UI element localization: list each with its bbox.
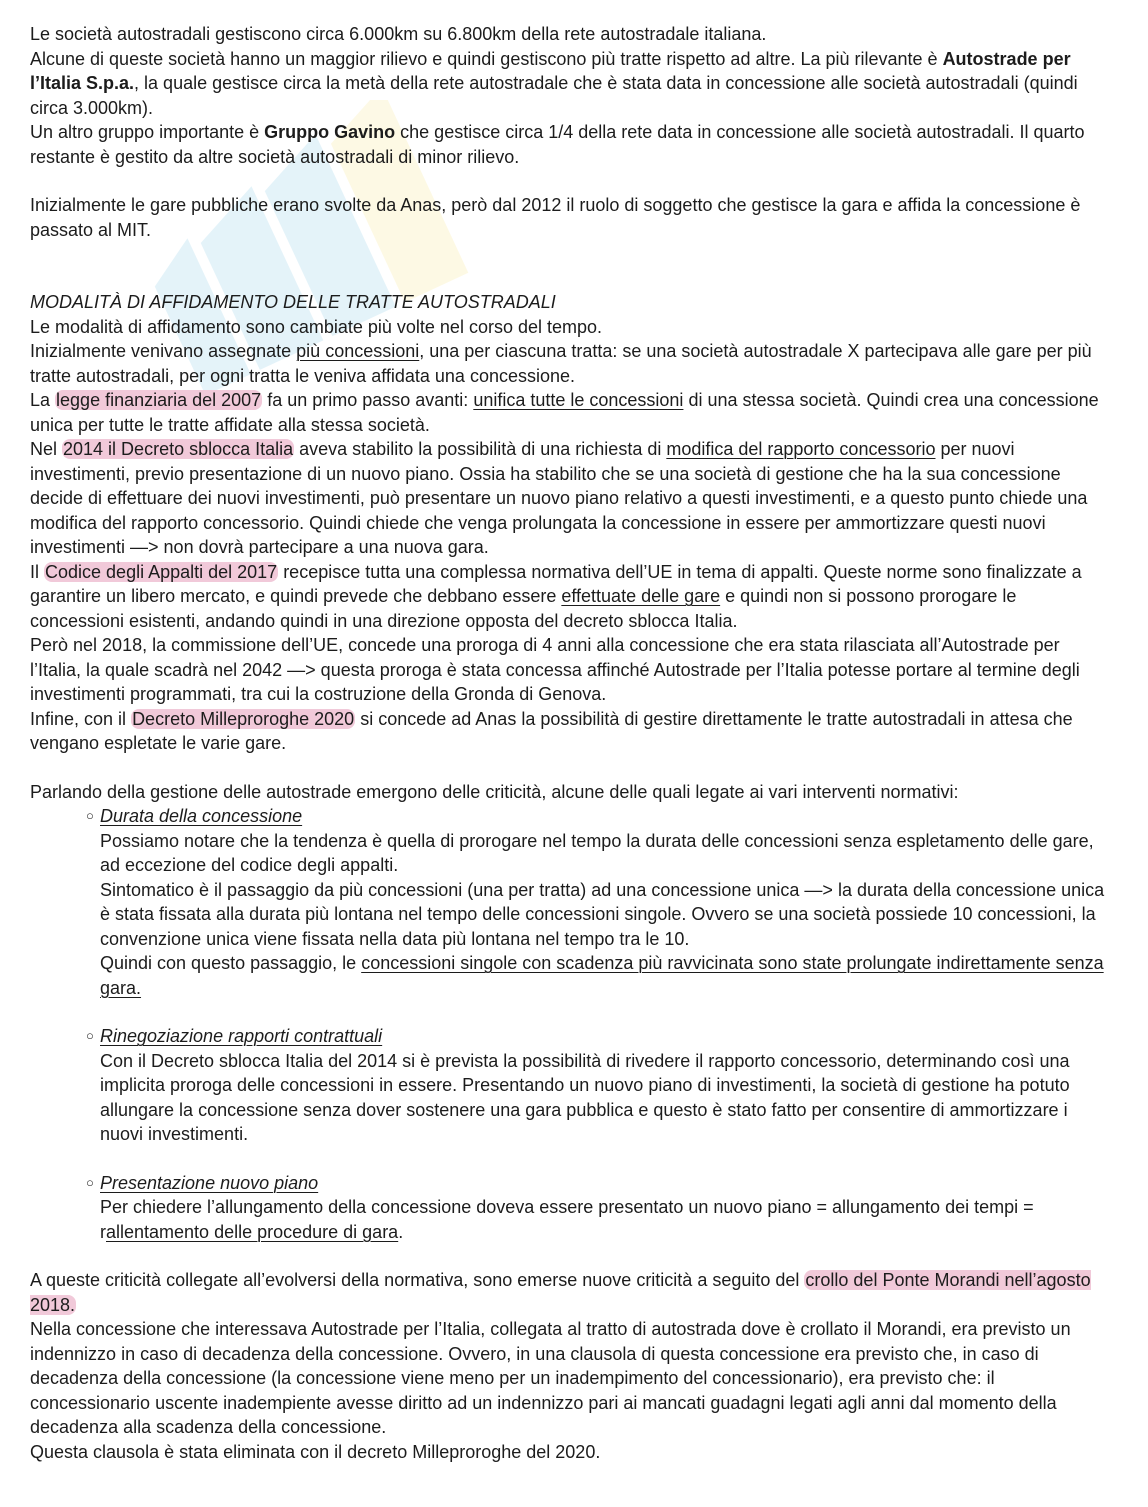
highlighted-text: legge finanziaria del 2007 [56, 390, 262, 410]
paragraph: Possiamo notare che la tendenza è quella di prorogare nel tempo la durata delle concessioni senza espletamento delle gare, ad eccezione del codice degli appalti. [100, 830, 1094, 875]
paragraph: Con il Decreto sblocca Italia del 2014 si è prevista la possibilità di rivedere il rapporto concessorio, determinando così una implicita proroga delle concessioni in essere. Presentando un nuovo piano di investimenti, la società di gestione ha potuto allungare la concessione senza dover sostenere una gara pubblica e questo è stato fatto per consentire di ammortizzare i nuovi investimenti. [100, 1050, 1070, 1144]
criticita-item-rinegoziazione [86, 1024, 1114, 1147]
highlighted-text: Decreto Milleproroghe 2020 [132, 708, 355, 729]
section-heading: MODALITÀ DI AFFIDAMENTO DELLE TRATTE AUTOSTRADALI [30, 292, 556, 312]
highlighted-text: crollo del Ponte Morandi nell’agosto 2018. [30, 1270, 1091, 1315]
paragraph: Infine, con il Decreto Milleproroghe 2020 si concede ad Anas la possibilità di gestire direttamente le tratte autostradali in attesa che vengano espletate le varie gare. [30, 708, 1073, 753]
paragraph: Nella concessione che interessava Autostrade per l’Italia, collegata al tratto di autostrada dove è crollato il Morandi, era previsto un indennizzo in caso di decadenza della concessione. Ovvero, in una clausola di questa concessione era previsto che, in caso di decadenza della concessione (la concessione viene meno per un inadempimento del concessionario), era previsto che: il concessionario uscente inadempiente avesse diritto ad un indennizzo pari ai mancati guadagni legati agli anni dal momento della decadenza alla scadenza della concessione. [30, 1319, 1071, 1437]
paragraph: Inizialmente le gare pubbliche erano svolte da Anas, però dal 2012 il ruolo di soggetto che gestisce la gara e affida la concessione è passato al MIT. [30, 195, 1081, 240]
criticita-title: ○ Durata della concessione [100, 804, 1114, 829]
paragraph: Nel 2014 il Decreto sblocca Italia aveva stabilito la possibilità di una richiesta di modifica del rapporto concessorio per nuovi investimenti, previo presentazione di un nuovo piano. Ossia ha stabilito che se una società di gestione che ha la sua concessione decide di effettuare dei nuovi investimenti, può presentare un nuovo piano relativo a questi investimenti, e a questo punto chiede una modifica del rapporto concessorio. Quindi chiede che venga prolungata la concessione in essere per ammortizzare questi nuovi investimenti —> non dovrà partecipare a una nuova gara. [30, 439, 1088, 557]
criticita-item-piano [86, 1171, 1114, 1245]
underlined-text: effettuate delle gare [561, 586, 721, 606]
highlighted-text: 2014 il Decreto sblocca Italia [63, 439, 294, 459]
paragraph: Un altro gruppo importante è Gruppo Gavino che gestisce circa 1/4 della rete data in concessione alle società autostradali. Il quarto restante è gestito da altre società autostradali di minor rilievo. [30, 122, 1085, 167]
underlined-text: concessioni singole con scadenza più ravvicinata sono state prolungate indirettamente senza gara. [100, 953, 1104, 998]
paragraph: A queste criticità collegate all’evolversi della normativa, sono emerse nuove criticità a seguito del crollo del Ponte Morandi nell’agosto 2018. [30, 1270, 1091, 1315]
paragraph: La legge finanziaria del 2007 fa un primo passo avanti: unifica tutte le concessioni di una stessa società. Quindi crea una concessione unica per tutte le tratte affidate alla stessa società. [30, 390, 1099, 435]
paragraph: Per chiedere l’allungamento della concessione doveva essere presentato un nuovo piano = allungamento dei tempi = rallentamento delle procedure di gara. [100, 1197, 1034, 1242]
paragraph: Le modalità di affidamento sono cambiate più volte nel corso del tempo. [30, 316, 603, 337]
underlined-text: più concessioni [296, 341, 420, 361]
bold-text: Autostrade per l’Italia S.p.a. [30, 48, 1071, 93]
paragraph: Le società autostradali gestiscono circa 6.000km su 6.800km della rete autostradale italiana. [30, 24, 767, 44]
criticita-title: ○ Presentazione nuovo piano [100, 1171, 1114, 1196]
bullet-icon: ○ [86, 1028, 94, 1043]
paragraph: Il Codice degli Appalti del 2017 recepisce tutta una complessa normativa dell’UE in tema di appalti. Queste norme sono finalizzate a garantire un libero mercato, e quindi prevede che debbano essere effettuate delle gare e quindi non si possono prorogare le concessioni esistenti, andando quindi in una direzione opposta del decreto sblocca Italia. [30, 561, 1082, 631]
paragraph: Quindi con questo passaggio, le concessioni singole con scadenza più ravvicinata sono state prolungate indirettamente senza gara. [100, 953, 1104, 998]
paragraph: Parlando della gestione delle autostrade emergono delle criticità, alcune delle quali legate ai vari interventi normativi: [30, 781, 959, 802]
underlined-text: allentamento delle procedure di gara [106, 1221, 399, 1242]
paragraph: Inizialmente venivano assegnate più concessioni, una per ciascuna tratta: se una società autostradale X partecipava alle gare per più tratte autostradali, per ogni tratta le veniva affidata una concessione. [30, 341, 1092, 386]
criticita-title: ○ Rinegoziazione rapporti contrattuali [100, 1024, 1114, 1049]
underlined-text: unifica tutte le concessioni [473, 390, 684, 410]
bullet-icon: ○ [86, 1174, 94, 1190]
bullet-icon: ○ [86, 808, 94, 823]
underlined-text: modifica del rapporto concessorio [666, 439, 936, 459]
paragraph: Alcune di queste società hanno un maggior rilievo e quindi gestiscono più tratte rispetto ad altre. La più rilevante è Autostrade per l’Italia S.p.a., la quale gestisce circa la metà della rete autostradale che è stata data in concessione alle società autostradali (quindi circa 3.000km). [30, 48, 1078, 118]
highlighted-text: Codice degli Appalti del 2017 [45, 561, 278, 582]
paragraph: Sintomatico è il passaggio da più concessioni (una per tratta) ad una concessione unica —> la durata della concessione unica è stata fissata alla durata più lontana nel tempo delle concessioni singole. Ovvero se una società possiede 10 concessioni, la convenzione unica viene fissata nella data più lontana nel tempo tra le 10. [100, 879, 1105, 949]
paragraph: Però nel 2018, la commissione dell’UE, concede una proroga di 4 anni alla concessione che era stata rilasciata all’Autostrade per l’Italia, la quale scadrà nel 2042 —> questa proroga è stata concessa affinché Autostrade per l’Italia potesse portare al termine degli investimenti programmati, tra cui la costruzione della Gronda di Genova. [30, 635, 1080, 704]
bold-text: Gruppo Gavino [264, 122, 396, 142]
paragraph: Questa clausola è stata eliminata con il decreto Milleproroghe del 2020. [30, 1441, 601, 1462]
criticita-item-durata [86, 804, 1114, 1000]
